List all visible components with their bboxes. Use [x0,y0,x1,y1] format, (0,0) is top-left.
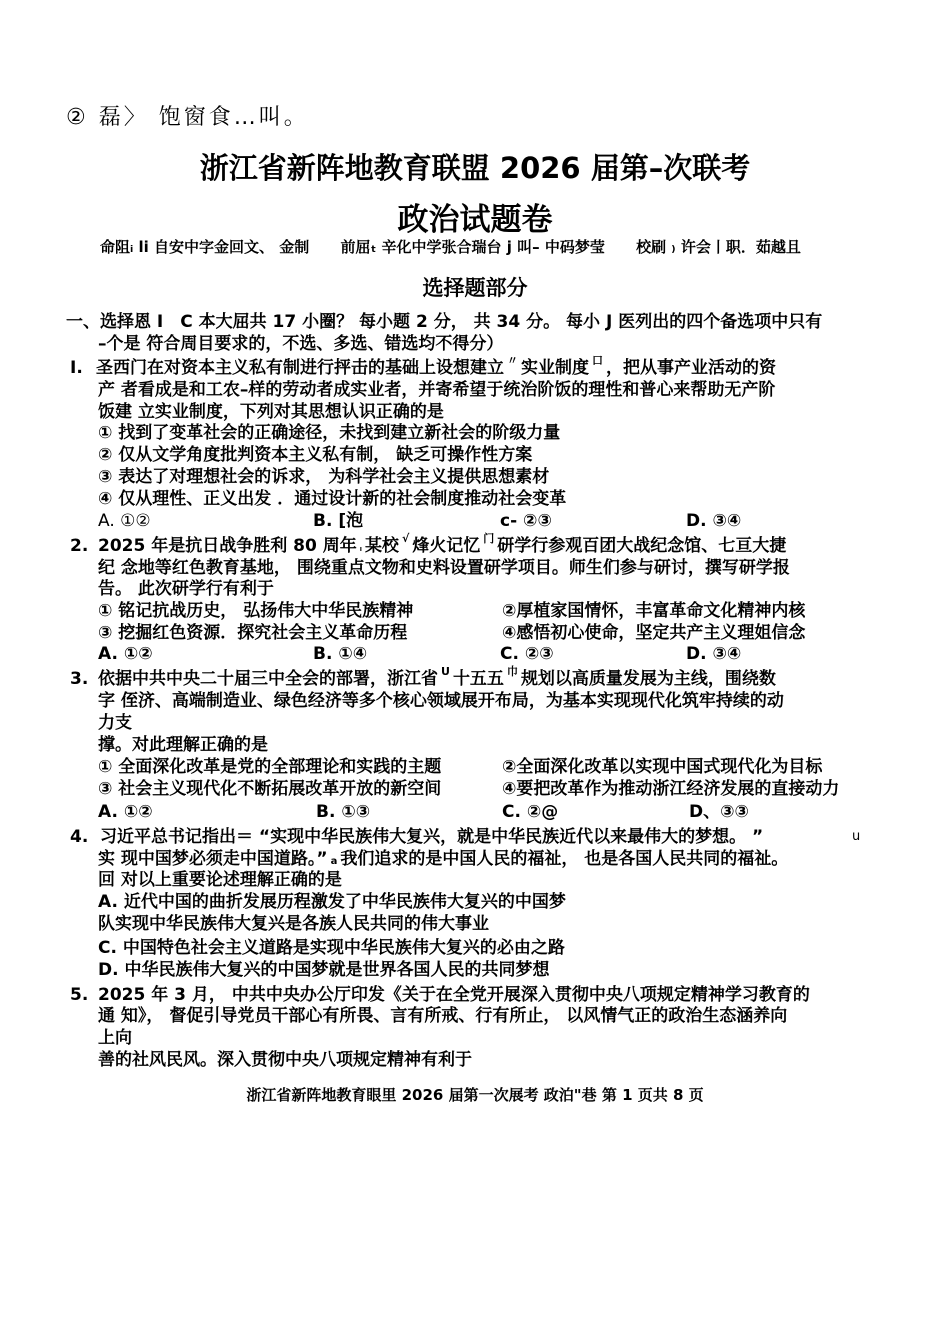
question-1-item-4: ④ 仅从理性、正义出发 ．通过设计新的社会制度推动社会变革 [98,489,567,509]
question-4-number: 4. [70,827,89,847]
question-1-number: I. [70,358,83,378]
question-3-item-3: ③ 社会主义现代化不断拓展改革开放的新空间 [98,779,442,799]
question-3-option-c: C. ②@ [502,802,559,822]
question-3-stem-line-4: 撑。对此理解正确的是 [98,735,268,755]
question-1-stem-line-1: 圣西门在对资本主义私有制进行抨击的基础上设想建立 〃 实业制度 $^口$ ，把从事产业活动的资 [96,354,776,378]
question-1-option-d: D. ③④ [686,511,742,531]
question-3-stem-line-1: 依据中共中央二十届三中全会的部署，浙江省 $^U$ 十五五 $^巾$ 规划以高质量发展为主线，围绕数 [98,665,776,689]
author-proofreader: 校刷 ₎ 许会丨职．茹越且 [636,238,801,256]
question-2-option-a: A. ①② [98,644,153,664]
question-2-stem-line-2: 纪 念地等红色教育基地， 围绕重点文物和史料设置研学项目。师生们参与研讨，撰写研学报 [98,558,790,578]
page-footer: 浙江省新阵地教育眼里 2026 届第一次展考 政泊"巷 第 1 页共 8 页 [246,1086,704,1104]
instructions-line-1: 一、选择恩 I C 本大屈共 17 小圈？ 每小题 2 分， 共 34 分。 每小 J 医列出的四个备选项中只有 [66,312,823,332]
question-4-option-a: A. 近代中国的曲折发展历程激发了中华民族伟大复兴的中国梦 [98,892,566,912]
question-3-number: 3. [70,669,89,689]
question-2-stem-line-1: 2025 年是抗日战争胜利 80 周年 ₗ 某校 √ 烽火记忆 $^门$ 研学行参观百团大战纪念馆、七亘大捷 [98,532,787,556]
question-3-item-4: ④要把改革作为推动浙江经济发展的直接动力 [502,779,840,799]
question-5-number: 5. [70,985,89,1005]
question-4-stem-line-1: 习近平总书记指出＝ “实现中华民族伟大复兴，就是中华民族近代以来最伟大的梦想。 ” [100,827,764,847]
question-4-option-d: D. 中华民族伟大复兴的中国梦就是世界各国人民的共同梦想 [98,960,550,980]
question-3-option-d: D、③③ [689,802,749,822]
question-2-stem-line-3: 告。 此次研学行有利于 [98,579,274,599]
question-1-item-3: ③ 表达了对理想社会的诉求， 为科学社会主义提供思想素材 [98,467,550,487]
question-2-item-3: ③ 挖掘红色资源．探究社会主义革命历程 [98,623,408,643]
question-4-stem-line-2: 实 现中国梦必须走中国道路。” a 我们追求的是中国人民的福祉， 也是各国人民共同的福祉。 [98,849,789,869]
section-title: 选择题部分 [422,276,528,300]
author-setter: 命阻ᵢ li 自安中字金回文、 金制 [100,238,310,256]
question-2-option-b: B. ①④ [313,644,368,664]
question-1-option-a: A. ①② [98,511,151,531]
question-5-stem-line-4: 善的社风民风。深入贯彻中央八项规定精神有利于 [98,1050,472,1070]
question-1-stem-line-3: 饭建 立实业制度，下列对其思想认识正确的是 [98,402,444,422]
authors-line [100,236,827,257]
question-1-option-b: B. [泡 [313,511,364,531]
question-2-item-1: ① 铭记抗战历史， 弘扬伟大中华民族精神 [98,601,414,621]
question-4-stem-line-3: 回 对以上重要论述理解正确的是 [98,870,342,890]
question-1-item-1: ① 找到了变革社会的正确途径，未找到建立新社会的阶级力量 [98,423,561,443]
question-3-item-1: ① 全面深化改革是党的全部理论和实践的主题 [98,757,442,777]
question-4-option-c: C. 中国特色社会主义道路是实现中华民族伟大复兴的必由之路 [98,938,565,958]
question-2-option-d: D. ③④ [686,644,742,664]
exam-title: 浙江省新阵地教育联盟 2026 届第–次联考 [199,151,751,185]
question-5-stem-line-3: 上向 [98,1028,132,1048]
question-4-option-b: 队实现中华民族伟大复兴是各族人民共同的伟大事业 [98,914,489,934]
question-3-stem-line-3: 力支 [98,713,132,733]
instructions-line-2: –个是 符合周目要求的，不选、多选、错选均不得分） [98,334,504,354]
question-1-option-c: c- ②③ [500,511,552,531]
question-2-item-4: ④感悟初心使命，坚定共产主义理姐信念 [502,623,806,643]
question-3-option-b: B. ①③ [316,802,371,822]
question-3-item-2: ②全面深化改革以实现中国式现代化为目标 [502,757,823,777]
question-1-item-2: ② 仅从文学角度批判资本主义私有制， 缺乏可操作性方案 [98,445,533,465]
question-5-stem-line-2: 通 知》， 督促引导党员干部心有所畏、言有所戒、行有所止， 以风情气正的政治生态涵养向 [98,1006,788,1026]
handwritten-note: ② 磊〉 饱窗食…叫。 [66,105,309,130]
author-reviewer: 前屈ₜ 辛化中学张合瑞台 j 叫– 中码梦莹 [340,238,605,256]
question-2-item-2: ②厚植家国情怀，丰富革命文化精神内核 [502,601,806,621]
exam-subtitle: 政治试题卷 [397,202,553,238]
question-1-stem-line-2: 产 者看成是和工农–样的劳动者成实业者，并寄希望于统治阶饭的理性和普心来帮助无产阶 [98,380,776,400]
question-4-margin-mark: u [852,829,861,844]
question-2-option-c: C. ②③ [500,644,554,664]
question-3-option-a: A. ①② [98,802,153,822]
question-5-stem-line-1: 2025 年 3 月， 中共中央办公厅印发《关于在全党开展深入贯彻中央八项规定精神学习教育的 [98,985,810,1005]
question-3-stem-line-2: 字 侄济、高端制造业、绿色经济等多个核心领域展开布局，为基本实现现代化筑牢持续的动 [98,691,784,711]
question-2-number: 2. [70,536,89,556]
